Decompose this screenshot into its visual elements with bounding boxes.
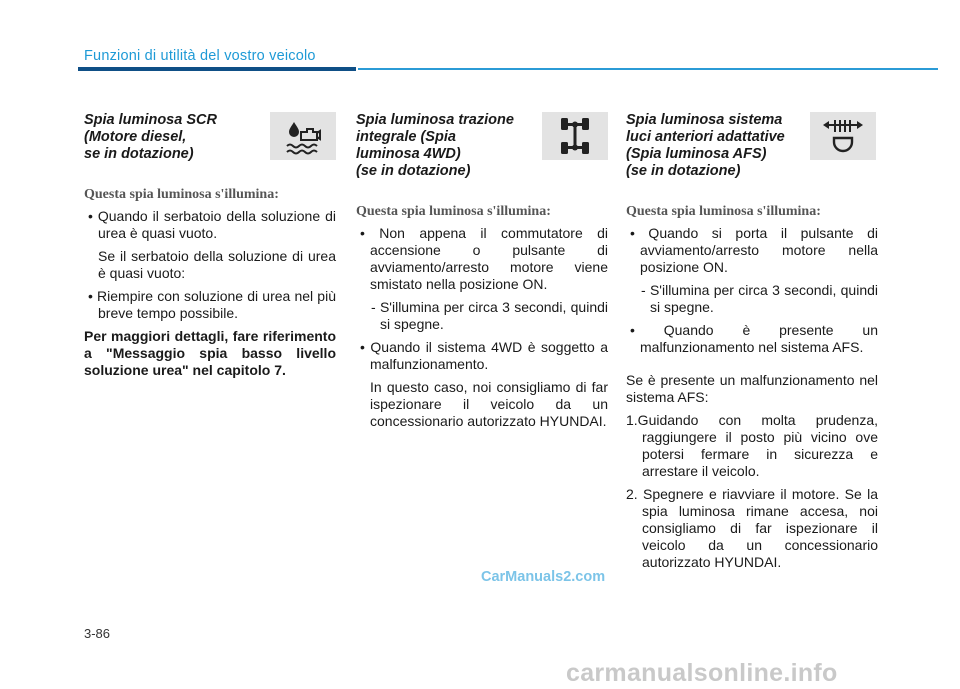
- afs-bullet-2: • Quando è presente un malfunzionamento nel sistema AFS.: [630, 322, 878, 355]
- afs-dash-1: - S'illumina per circa 3 secondi, quindi si spegne.: [641, 282, 878, 315]
- 4wd-title: Spia luminosa trazione integrale (Spia luminosa 4WD) (se in dotazione): [356, 112, 514, 179]
- scr-bullet-1-cont: Se il serbatoio della soluzione di urea è quasi vuoto:: [98, 248, 336, 281]
- scr-bullet-1: • Quando il serbatoio della soluzione di urea è quasi vuoto.: [88, 208, 336, 241]
- scr-subtitle: Questa spia luminosa s'illumina:: [84, 187, 279, 202]
- header-bar-light: [358, 68, 938, 70]
- section-header: Funzioni di utilità del vostro veicolo: [84, 48, 316, 64]
- column-scr: [84, 112, 336, 385]
- afs-headlamp-icon: [810, 112, 876, 160]
- carmanuals-watermark[interactable]: CarManuals2.com: [481, 569, 606, 585]
- column-4wd: [356, 112, 608, 436]
- scr-title: Spia luminosa SCR (Motore diesel, se in dotazione): [84, 112, 217, 162]
- column-afs: [626, 112, 878, 577]
- page-number: 3-86: [84, 626, 111, 641]
- afs-step-2: 2. Spegnere e riavviare il motore. Se la spia luminosa rimane accesa, noi consigliamo di far ispezionare il veicolo da un concessionario autorizzato HYUNDAI.: [626, 486, 878, 570]
- afs-title: Spia luminosa sistema luci anteriori adattative (Spia luminosa AFS) (se in dotazione): [626, 112, 785, 179]
- 4wd-drivetrain-icon: [542, 112, 608, 160]
- scr-bullet-2: • Riempire con soluzione di urea nel più breve tempo possibile.: [88, 288, 336, 321]
- afs-intro: Se è presente un malfunzionamento nel sistema AFS:: [626, 372, 878, 405]
- afs-bullet-1: • Quando si porta il pulsante di avviamento/arresto motore nella posizione ON.: [630, 225, 878, 275]
- 4wd-bullet-2-cont: In questo caso, noi consigliamo di far ispezionare il veicolo da un concessionario autorizzato HYUNDAI.: [370, 379, 608, 429]
- scr-urea-warning-icon: [270, 112, 336, 160]
- afs-step-1: 1.Guidando con molta prudenza, raggiungere il posto più vicino ove potersi fermare in sicurezza e arrestare il veicolo.: [626, 412, 878, 479]
- header-bar-dark: [78, 67, 356, 71]
- afs-subtitle: Questa spia luminosa s'illumina:: [626, 204, 821, 219]
- 4wd-dash-1: - S'illumina per circa 3 secondi, quindi si spegne.: [371, 299, 608, 332]
- 4wd-bullet-2: • Quando il sistema 4WD è soggetto a malfunzionamento.: [360, 339, 608, 372]
- 4wd-bullet-1: • Non appena il commutatore di accensione o pulsante di avviamento/arresto motore viene smistato nella posizione ON.: [360, 225, 608, 292]
- scr-note: Per maggiori dettagli, fare riferimento a "Messaggio spia basso livello soluzione urea" nel capitolo 7.: [84, 328, 336, 378]
- 4wd-subtitle: Questa spia luminosa s'illumina:: [356, 204, 551, 219]
- footer-watermark: carmanualsonline.info: [566, 659, 838, 687]
